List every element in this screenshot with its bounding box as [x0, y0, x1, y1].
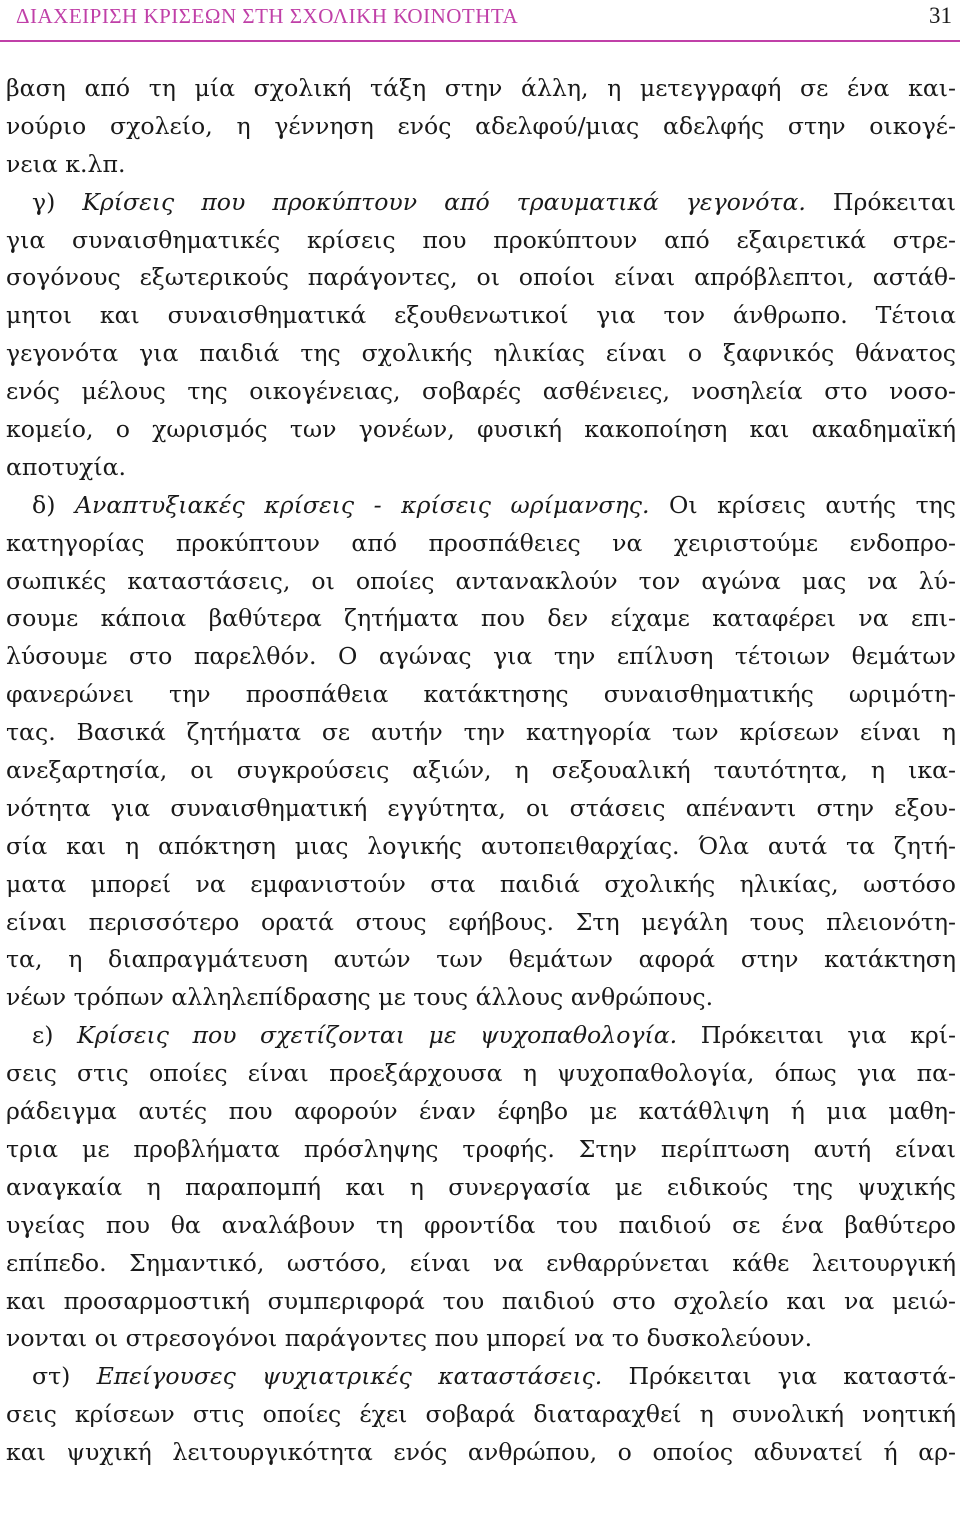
- text-line: σεις κρίσεων στις οποίες έχει σοβαρά διαταραχθεί η συνολική νοητική: [6, 1400, 956, 1429]
- text-line: σία και η απόκτηση μιας λογικής αυτοπειθαρχίας. Όλα αυτά τα ζητή-: [6, 831, 956, 860]
- section-heading-line: ε) Κρίσεις που σχετίζονται με ψυχοπαθολογία. Πρόκειται για κρί-: [32, 1021, 957, 1050]
- text-line: νούριο σχολείο, η γέννηση ενός αδελφού/μιας αδελφής στην οικογέ-: [6, 111, 956, 140]
- section-heading-line: γ) Κρίσεις που προκύπτουν από τραυματικά γεγονότα. Πρόκειται: [32, 187, 956, 216]
- text-line: κατηγορίας προκύπτουν από προσπάθειες να χειριστούμε ενδοπρο-: [6, 528, 956, 557]
- section-heading-line: δ) Αναπτυξιακές κρίσεις - κρίσεις ωρίμανσης. Οι κρίσεις αυτής της: [32, 490, 957, 519]
- text-line: τρια με προβλήματα πρόσληψης τροφής. Στην περίπτωση αυτή είναι: [6, 1134, 956, 1163]
- section-heading: Κρίσεις που σχετίζονται με ψυχοπαθολογία.: [76, 1021, 678, 1050]
- text-line: νεια κ.λπ.: [6, 149, 126, 178]
- section-heading: Επείγουσες ψυχιατρικές καταστάσεις.: [96, 1362, 603, 1391]
- text-line: αποτυχία.: [6, 452, 127, 481]
- text-line: για συναισθηματικές κρίσεις που προκύπτουν από εξαιρετικά στρε-: [6, 225, 956, 254]
- text-line: σουμε κάποια βαθύτερα ζητήματα που δεν είχαμε καταφέρει να επι-: [6, 604, 956, 633]
- text-line: σεις στις οποίες είναι προεξάρχουσα η ψυχοπαθολογία, όπως για πα-: [6, 1059, 956, 1088]
- text-line: σογόνους εξωτερικούς παράγοντες, οι οποίοι είναι απρόβλεπτοι, αστάθ-: [6, 263, 956, 292]
- text-line: ματα μπορεί να εμφανιστούν στα παιδιά σχολικής ηλικίας, ωστόσο: [6, 869, 956, 898]
- text-line: νότητα για συναισθηματική εγγύτητα, οι στάσεις απέναντι στην εξου-: [6, 793, 956, 822]
- text-line: ενός μέλους της οικογένειας, σοβαρές ασθένειες, νοσηλεία στο νοσο-: [6, 377, 956, 406]
- text-line: σωπικές καταστάσεις, οι οποίες αντανακλούν τον αγώνα μας να λύ-: [6, 566, 956, 595]
- list-marker: στ): [32, 1362, 71, 1391]
- text-line: και ψυχική λειτουργικότητα ενός ανθρώπου, ο οποίος αδυνατεί ή αρ-: [6, 1438, 956, 1467]
- text-line: και προσαρμοστική συμπεριφορά του παιδιού στο σχολείο και να μειώ-: [6, 1286, 956, 1315]
- text-line: νονται οι στρεσογόνοι παράγοντες που μπορεί να το δυσκολεύουν.: [6, 1324, 813, 1353]
- running-title: ΔΙΑΧΕΙΡΙΣΗ ΚΡΙΣΕΩΝ ΣΤΗ ΣΧΟΛΙΚΗ ΚΟΙΝΟΤΗΤΑ: [16, 4, 519, 28]
- page-number: 31: [929, 3, 952, 28]
- body-text: [6, 70, 956, 1472]
- text-line: βαση από τη μία σχολική τάξη στην άλλη, η μετεγγραφή σε ένα και-: [6, 74, 956, 102]
- section-heading: Κρίσεις που προκύπτουν από τραυματικά γεγονότα.: [82, 187, 806, 216]
- list-marker: γ): [32, 187, 56, 216]
- text-line: τας. Βασικά ζητήματα σε αυτήν την κατηγορία των κρίσεων είναι η: [6, 718, 956, 747]
- text-line: ανεξαρτησία, οι συγκρούσεις αξιών, η σεξουαλική ταυτότητα, η ικα-: [6, 756, 956, 785]
- text-line: φανερώνει την προσπάθεια κατάκτησης συναισθηματικής ωριμότη-: [6, 680, 956, 709]
- section-heading: Αναπτυξιακές κρίσεις - κρίσεις ωρίμανσης.: [74, 490, 650, 519]
- text-line: είναι περισσότερο ορατά στους εφήβους. Στη μεγάλη τους πλειονότη-: [6, 907, 956, 936]
- text-line: λύσουμε στο παρελθόν. Ο αγώνας για την επίλυση τέτοιων θεμάτων: [6, 642, 956, 671]
- text-line: ράδειγμα αυτές που αφορούν έναν έφηβο με κατάθλιψη ή μια μαθη-: [6, 1097, 956, 1126]
- text-line: τα, η διαπραγμάτευση αυτών των θεμάτων αφορά στην κατάκτηση: [6, 945, 956, 974]
- text-line: αναγκαία η παραπομπή και η συνεργασία με ειδικούς της ψυχικής: [6, 1172, 956, 1201]
- text-line: νέων τρόπων αλληλεπίδρασης με τους άλλους ανθρώπους.: [6, 983, 714, 1012]
- running-header: [0, 0, 960, 42]
- text-line: επίπεδο. Σημαντικό, ωστόσο, είναι να ενθαρρύνεται κάθε λειτουργική: [6, 1248, 956, 1277]
- text-line: γεγονότα για παιδιά της σχολικής ηλικίας είναι ο ξαφνικός θάνατος: [6, 339, 956, 368]
- list-marker: ε): [32, 1021, 54, 1050]
- text-line: μητοι και συναισθηματικά εξουθενωτικοί για τον άνθρωπο. Τέτοια: [6, 301, 956, 330]
- text-line: υγείας που θα αναλάβουν τη φροντίδα του παιδιού σε ένα βαθύτερο: [6, 1210, 956, 1239]
- list-marker: δ): [32, 490, 56, 519]
- text-line: κομείο, ο χωρισμός των γονέων, φυσική κακοποίηση και ακαδημαϊκή: [6, 415, 956, 444]
- section-heading-line: στ) Επείγουσες ψυχιατρικές καταστάσεις. Πρόκειται για καταστά-: [32, 1362, 957, 1391]
